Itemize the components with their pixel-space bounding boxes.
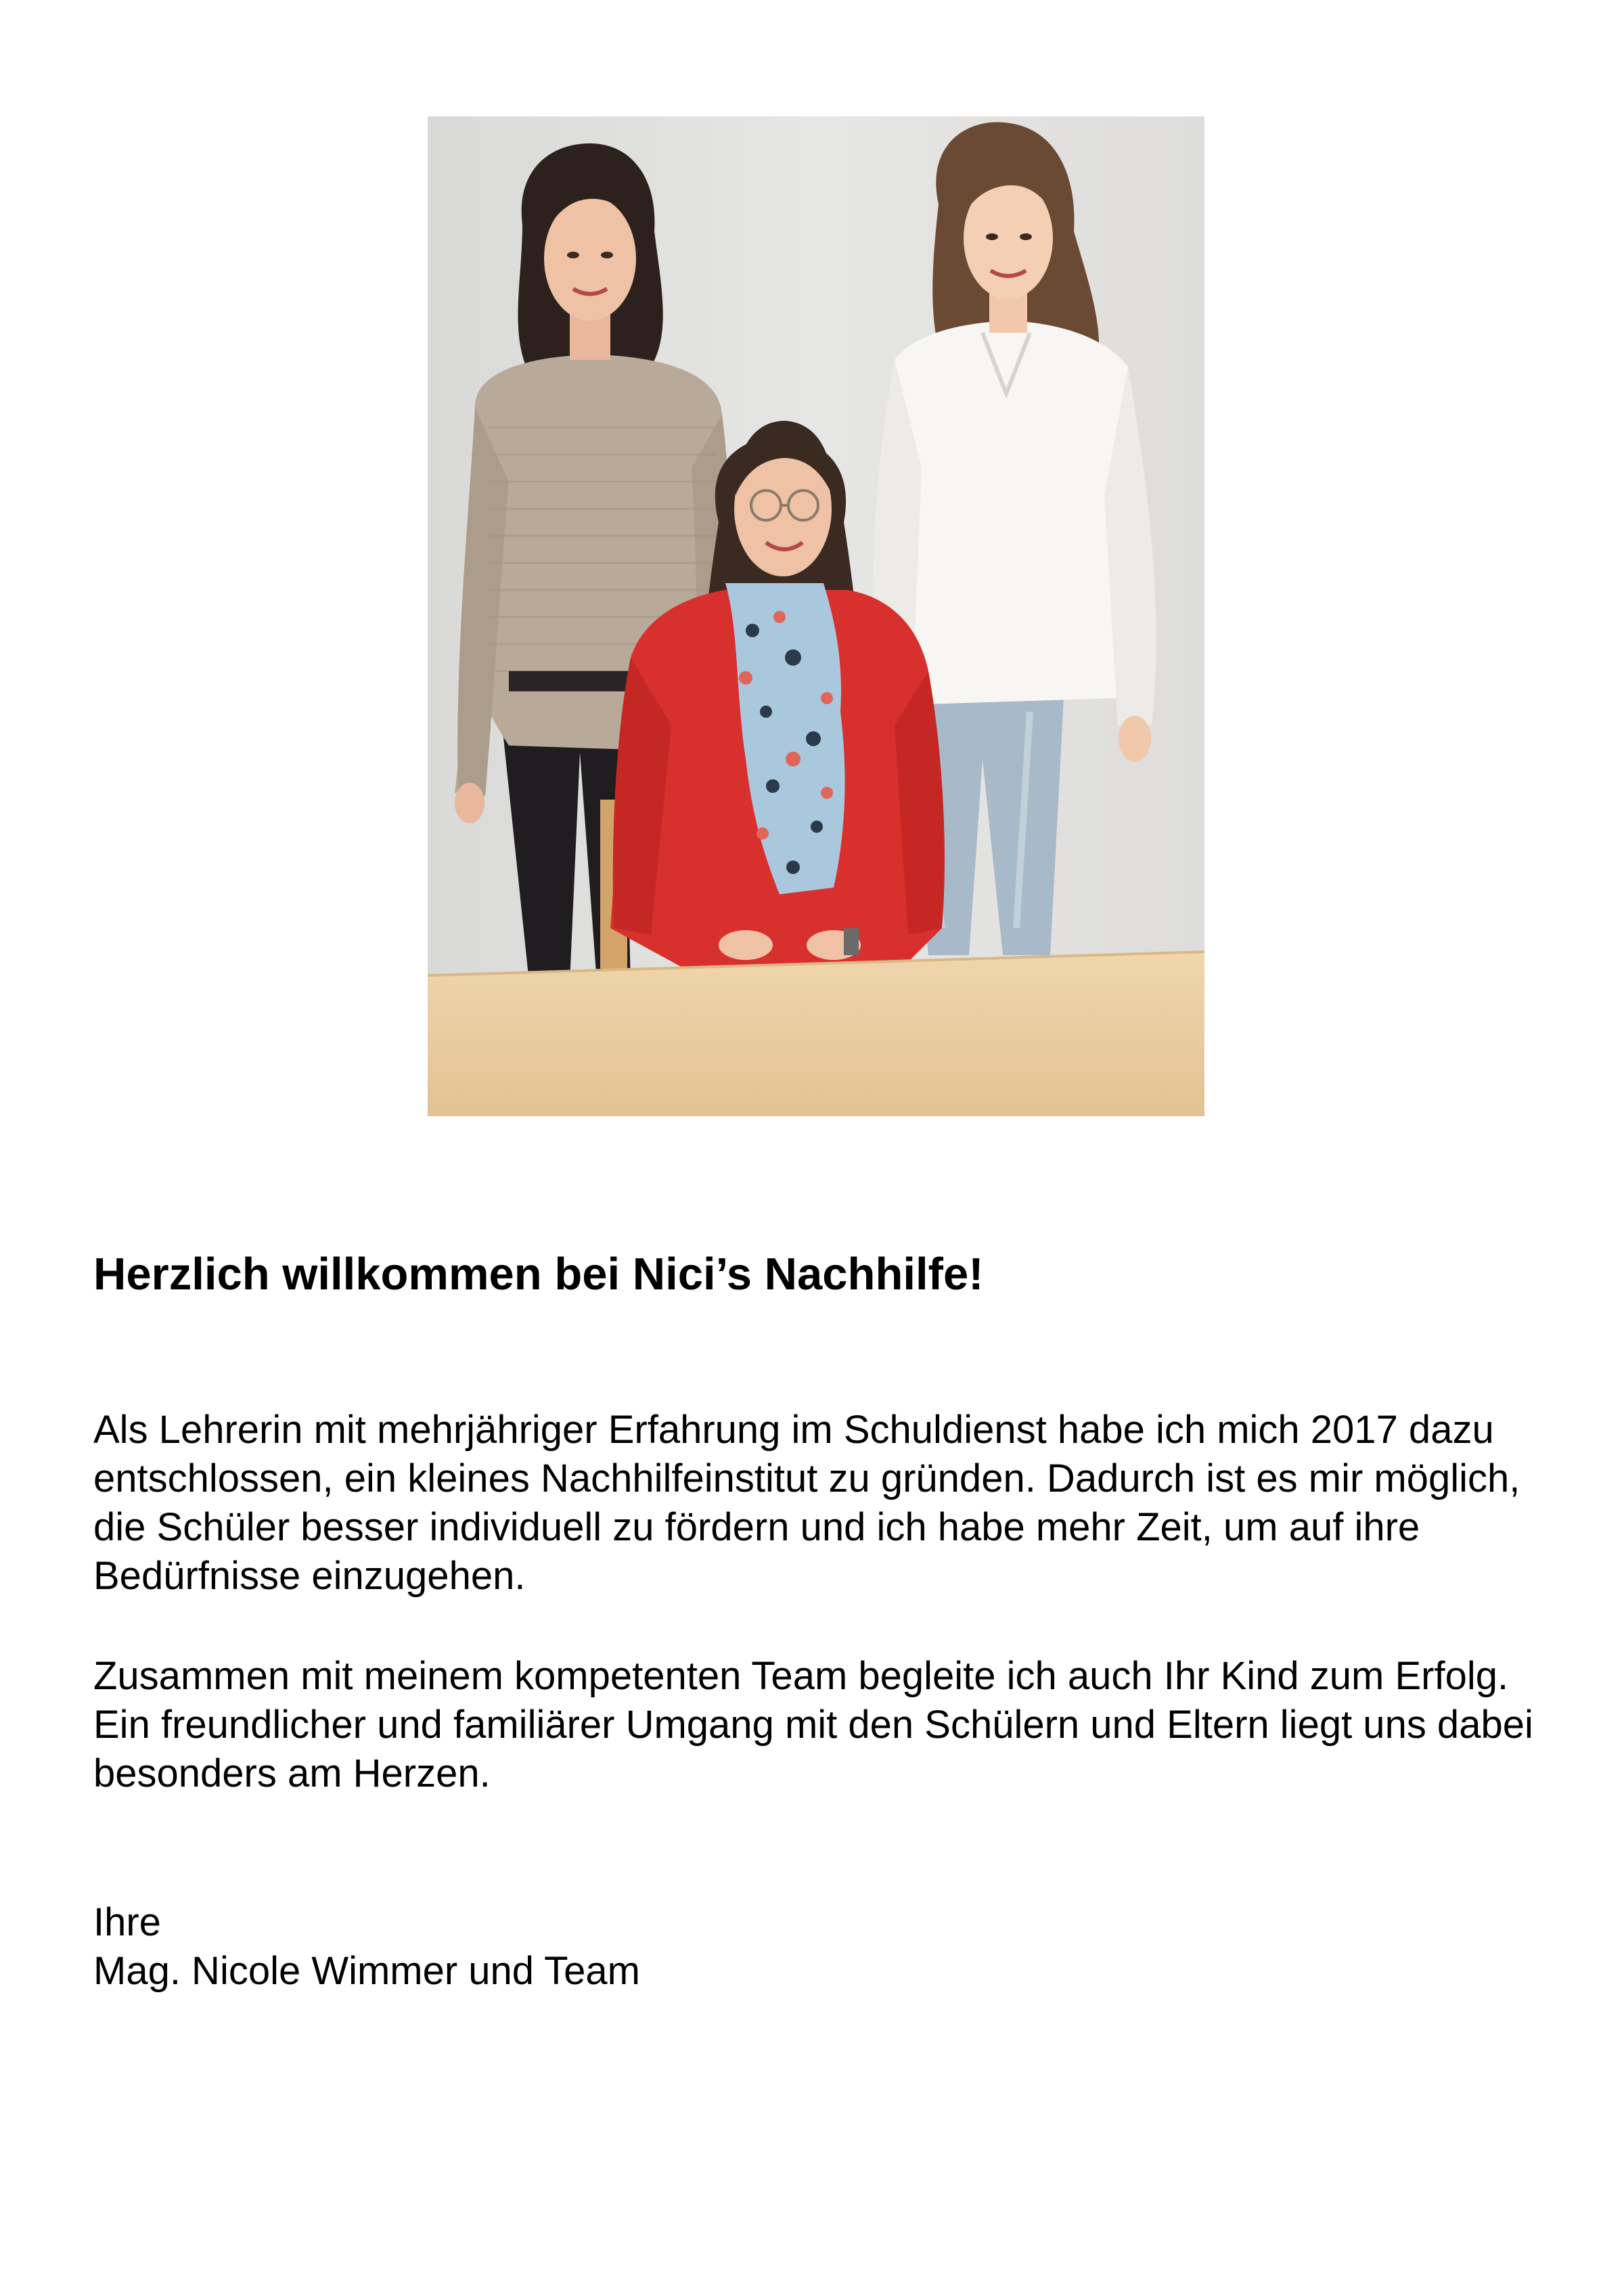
team-paragraph: Zusammen mit meinem kompetenten Team begleite ich auch Ihr Kind zum Erfolg. Ein freundlicher und familiärer Umgang mit den Schülern und Eltern liegt uns dabei besonders am Herzen.	[93, 1654, 1533, 1795]
intro-paragraph: Als Lehrerin mit mehrjähriger Erfahrung im Schuldienst habe ich mich 2017 dazu entschlossen, ein kleines Nachhilfeinstitut zu gründen. Dadurch ist es mir möglich, die Schüler besser individuell zu fördern und ich habe mehr Zeit, um auf ihre Bedürfnisse einzugehen.	[93, 1408, 1520, 1598]
page-heading: Herzlich willkommen bei Nici’s Nachhilfe!	[93, 1249, 984, 1300]
signature-closing: Ihre	[93, 1900, 161, 1944]
signature-block	[93, 1898, 640, 1996]
table	[428, 952, 1204, 1116]
team-photo	[428, 116, 1204, 1116]
team-photo-illustration	[428, 116, 1204, 1116]
signature-name: Mag. Nicole Wimmer und Team	[93, 1949, 640, 1993]
